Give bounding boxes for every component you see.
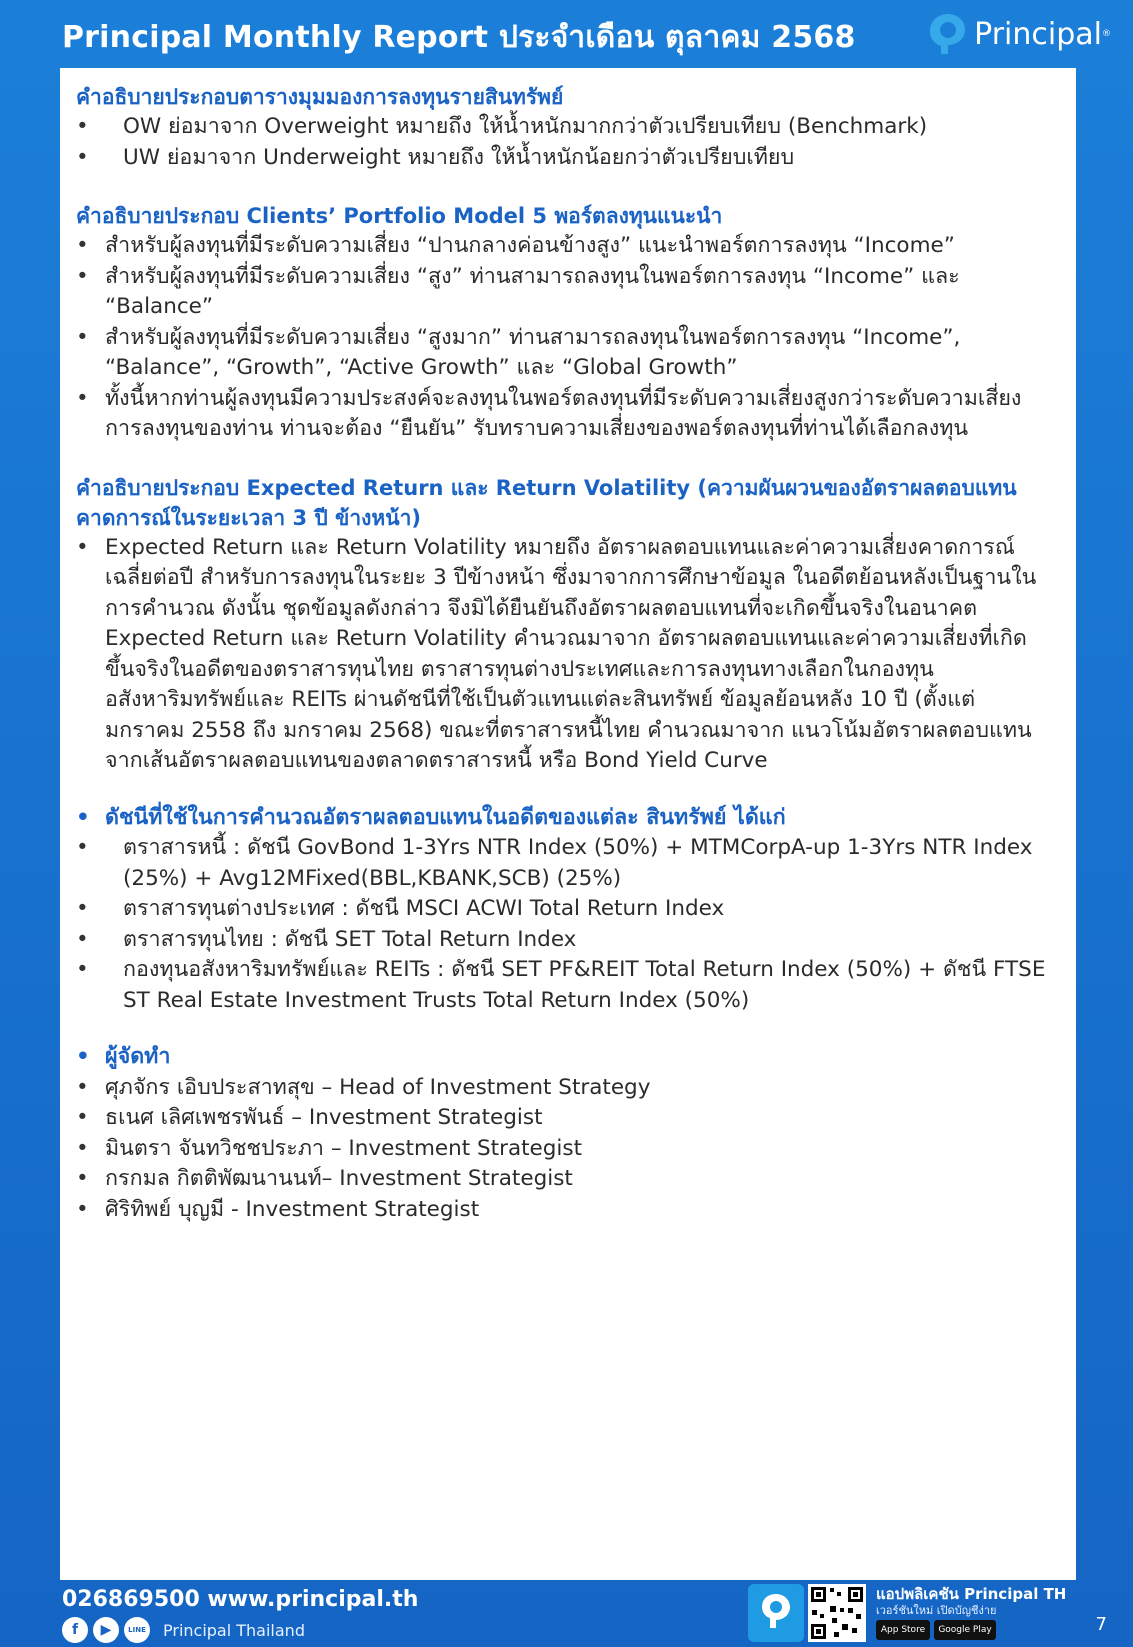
list-item: • ทั้งนี้หากท่านผู้ลงทุนมีความประสงค์จะลงทุนในพอร์ตลงทุนที่มีระดับความเสี่ยงสูงกว่าระดับความเสี่ยงการลงทุนของท่าน ท่านจะต้อง “ยืนยัน” รับทราบความเสี่ยงของพอร์ตลงทุนที่ท่านได้เลือกลงทุน [76, 384, 1056, 445]
app-store-label: App Store [880, 1625, 926, 1635]
list-item: • กองทุนอสังหาริมทรัพย์และ REITs : ดัชนี SET PF&REIT Total Return Index (50%) + ดัชนี FTSE ST Real Estate Investment Trusts Total Return Index (50%) [76, 955, 1056, 1016]
section-heading-indices: • ดัชนีที่ใช้ในการคำนวณอัตราผลตอบแทนในอดีตของแต่ละ สินทรัพย์ ได้แก่ [76, 803, 1056, 834]
contact-info[interactable]: 026869500 www.principal.th [62, 1587, 419, 1612]
list-item: • สำหรับผู้ลงทุนที่มีระดับความเสี่ยง “ปานกลางค่อนข้างสูง” แนะนำพอร์ตการลงทุน “Income” [76, 231, 1056, 262]
qr-code-icon[interactable] [808, 1584, 866, 1642]
list-item: • ตราสารทุนไทย : ดัชนี SET Total Return Index [76, 925, 1056, 956]
list-item: • ตราสารหนี้ : ดัชนี GovBond 1-3Yrs NTR Index (50%) + MTMCorpA-up 1-3Yrs NTR Index (25%) + Avg12MFixed(BBL,KBANK,SCB) (25%) [76, 833, 1056, 894]
social-links [62, 1617, 305, 1643]
section-heading-asset-view: คำอธิบายประกอบตารางมุมมองการลงทุนรายสินทรัพย์ [76, 85, 564, 109]
brand-name: Principal [974, 16, 1102, 52]
list-item: • Expected Return และ Return Volatility หมายถึง อัตราผลตอบแทนและค่าความเสี่ยงคาดการณ์เฉลี่ยต่อปี สำหรับการลงทุนในระยะ 3 ปีข้างหน้า ซึ่งมาจากการศึกษาข้อมูล ในอดีตย้อนหลังเป็นฐานในการคำนวณ ดังนั้น ชุดข้อมูลดังกล่าว จึงมิได้ยืนยันถึงอัตราผลตอบแทนที่จะเกิดขึ้นจริงในอนาคต Expected Return และ Return Volatility คำนวณมาจาก อัตราผลตอบแทนและค่าความเสี่ยงที่เกิดขึ้นจริงในอดีตของตราสารทุนไทย ตราสารทุนต่างประเทศและการลงทุนทางเลือกในกองทุนอสังหาริมทรัพย์และ REITs ผ่านดัชนีที่ใช้เป็นตัวแทนแต่ละสินทรัพย์ ข้อมูลย้อนหลัง 10 ปี (ตั้งแต่ มกราคม 2558 ถึง มกราคม 2568) ขณะที่ตราสารหนี้ไทย คำนวณมาจาก แนวโน้มอัตราผลตอบแทนจากเส้นอัตราผลตอบแทนของตลาดตราสารหนี้ หรือ Bond Yield Curve [76, 533, 1056, 777]
content-panel [60, 68, 1076, 1580]
asset-view-list [76, 112, 1056, 173]
list-item: • ศุภจักร เอิบประสาทสุข – Head of Investment Strategy [76, 1073, 1056, 1104]
list-item: • กรกมล กิตติพัฒนานนท์– Investment Strategist [76, 1164, 1056, 1195]
page-footer [0, 1580, 1133, 1647]
google-play-badge[interactable] [934, 1620, 996, 1640]
section-heading-authors: • ผู้จัดทำ [76, 1042, 1056, 1073]
list-item: • UW ย่อมาจาก Underweight หมายถึง ให้น้ำหนักน้อยกว่าตัวเปรียบเทียบ [76, 143, 1056, 174]
expected-return-list [76, 533, 1056, 777]
indices-list [76, 803, 1056, 1017]
app-title: แอปพลิเคชัน Principal TH [876, 1585, 1067, 1603]
list-item: • ธเนศ เลิศเพชรพันธ์ – Investment Strategist [76, 1103, 1056, 1134]
portfolio-model-list [76, 231, 1056, 445]
authors-list [76, 1042, 1056, 1225]
page-number: 7 [1095, 1614, 1107, 1635]
social-label: Principal Thailand [163, 1620, 305, 1640]
trademark-icon: ® [1102, 29, 1111, 39]
list-item: • มินตรา จันทวิชชประภา – Investment Strategist [76, 1134, 1056, 1165]
brand-logo-group [928, 12, 1111, 56]
line-icon[interactable]: LINE [124, 1617, 150, 1643]
list-item: • ตราสารทุนต่างประเทศ : ดัชนี MSCI ACWI Total Return Index [76, 894, 1056, 925]
section-heading-portfolio-model: คำอธิบายประกอบ Clients’ Portfolio Model 5 พอร์ตลงทุนแนะนำ [76, 204, 723, 228]
app-store-badge[interactable] [876, 1620, 930, 1640]
app-subtitle: เวอร์ชันใหม่ เปิดบัญชีง่าย [876, 1604, 997, 1617]
google-play-label: Google Play [938, 1625, 992, 1635]
facebook-icon[interactable]: f [62, 1617, 88, 1643]
page-header [0, 0, 1133, 68]
list-item: • OW ย่อมาจาก Overweight หมายถึง ให้น้ำหนักมากกว่าตัวเปรียบเทียบ (Benchmark) [76, 112, 1056, 143]
youtube-icon[interactable]: ▶ [93, 1617, 119, 1643]
principal-logo-icon [928, 12, 968, 56]
list-item: • สำหรับผู้ลงทุนที่มีระดับความเสี่ยง “สูงมาก” ท่านสามารถลงทุนในพอร์ตการลงทุน “Income”, “Balance”, “Growth”, “Active Growth” และ “Global Growth” [76, 323, 1056, 384]
section-heading-expected-return: คำอธิบายประกอบ Expected Return และ Return Volatility (ความผันผวนของอัตราผลตอบแทนคาดการณ์ในระยะเวลา 3 ปี ข้างหน้า) [76, 475, 1017, 530]
page-title: Principal Monthly Report ประจำเดือน ตุลาคม 2568 [62, 20, 856, 55]
list-item: • ศิริทิพย์ บุญมี - Investment Strategist [76, 1195, 1056, 1226]
app-icon[interactable] [748, 1584, 804, 1642]
list-item: • สำหรับผู้ลงทุนที่มีระดับความเสี่ยง “สูง” ท่านสามารถลงทุนในพอร์ตการลงทุน “Income” และ “Balance” [76, 262, 1056, 323]
